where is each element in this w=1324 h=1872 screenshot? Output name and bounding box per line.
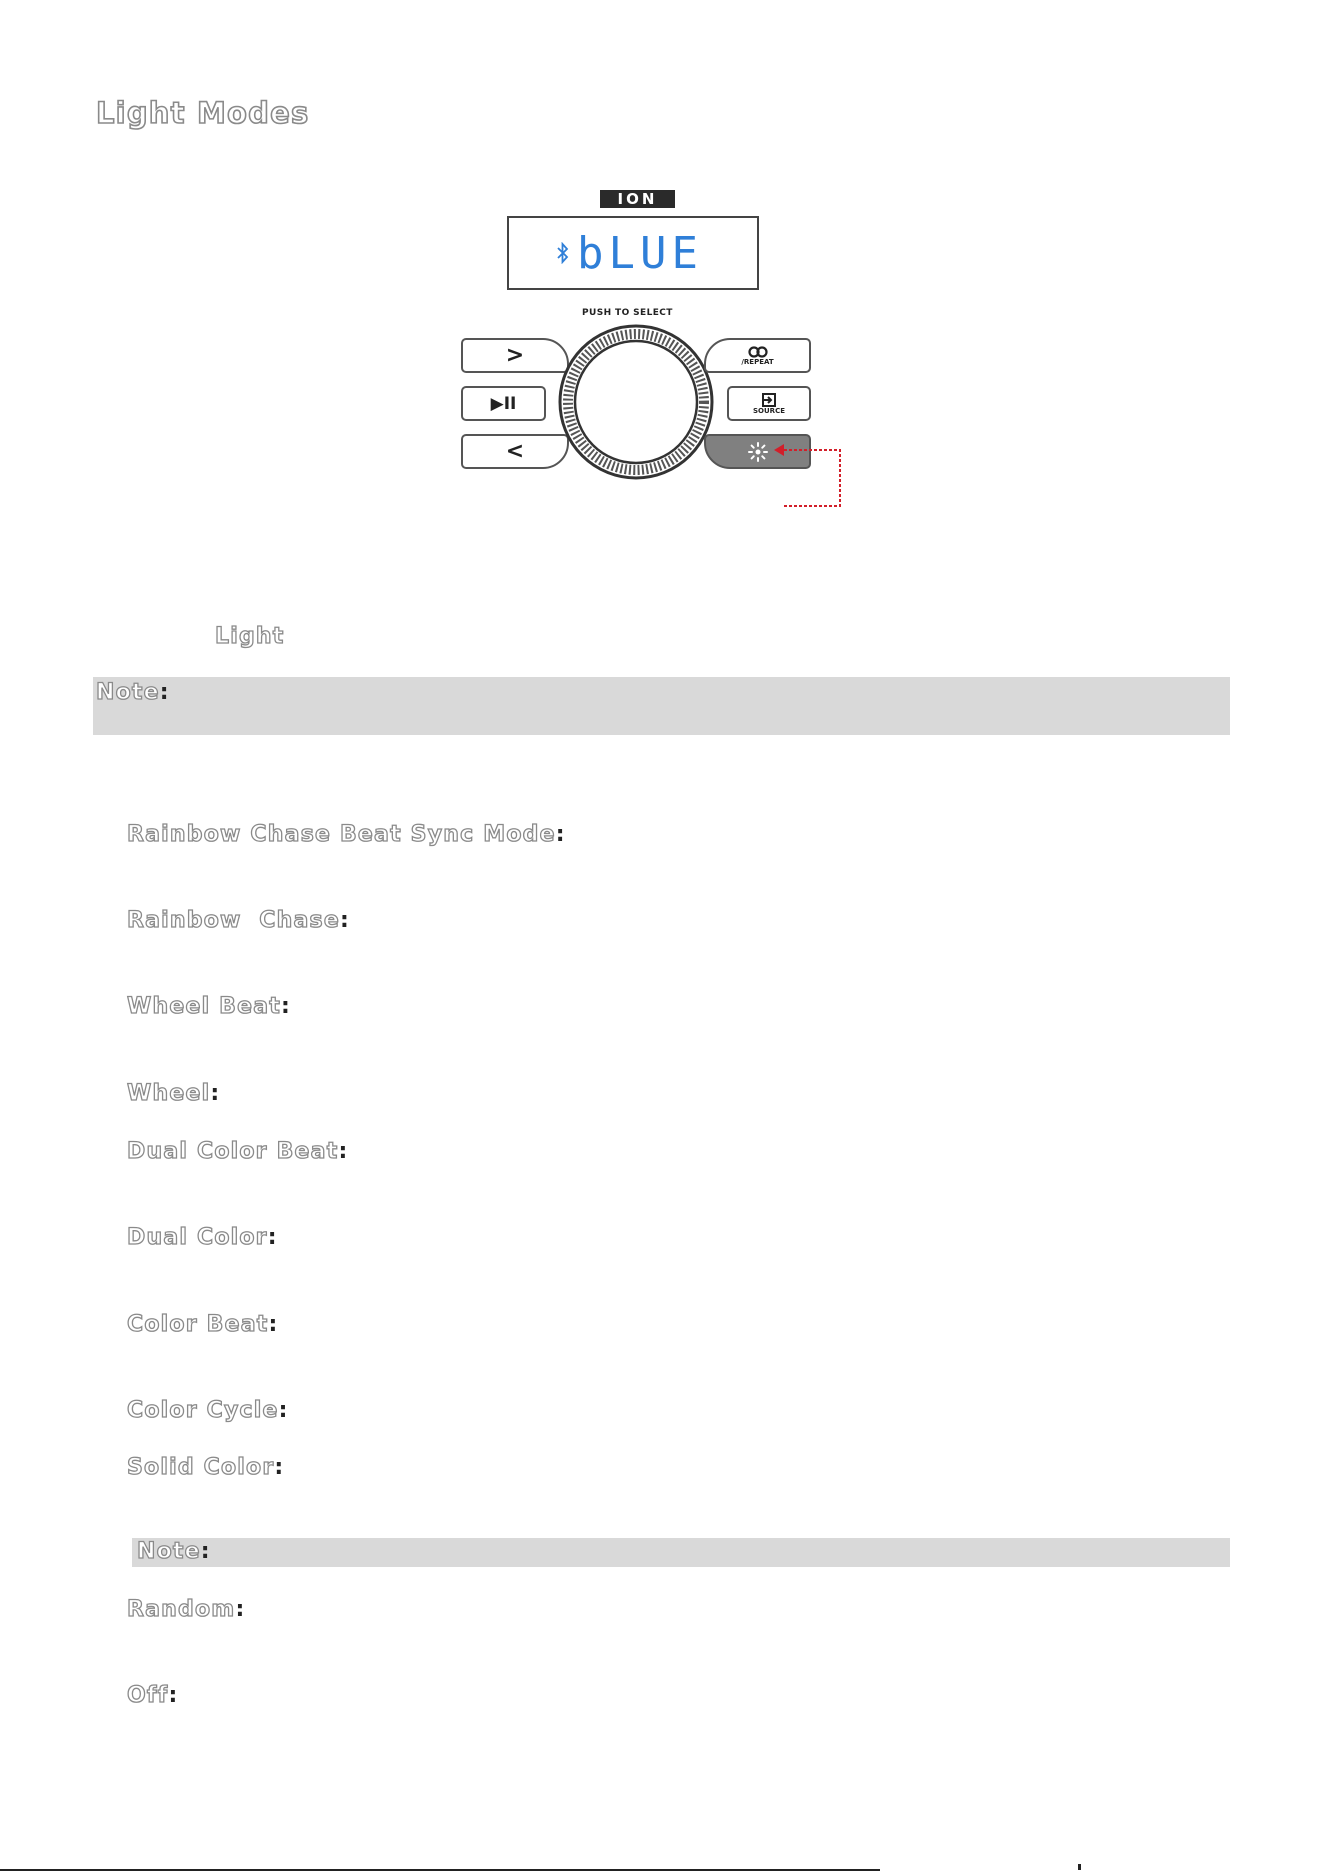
inner-note-label: Note [137, 1539, 201, 1564]
mode-item: Color Cycle: [127, 1398, 288, 1423]
push-to-select-label: PUSH TO SELECT [582, 308, 673, 318]
lcd-display [507, 216, 759, 290]
display-text: bLUE [577, 228, 703, 279]
source-label: SOURCE [753, 406, 785, 415]
footer-mark [1078, 1864, 1081, 1870]
mode-item: Off: [127, 1683, 178, 1708]
source-icon [762, 393, 776, 407]
repeat-icon [747, 346, 769, 358]
play-pause-label: ▶II [490, 393, 517, 414]
prev-button-label: < [505, 439, 525, 464]
brand-logo: ION [600, 190, 675, 208]
repeat-button[interactable] [704, 338, 811, 373]
mode-item: Color Beat: [127, 1312, 278, 1337]
source-button[interactable] [727, 386, 811, 421]
mode-item: Rainbow Chase: [127, 908, 349, 933]
play-pause-button[interactable] [461, 386, 546, 421]
volume-knob[interactable] [556, 322, 716, 482]
next-button[interactable] [461, 338, 569, 373]
note-label: Note [96, 680, 160, 705]
page-title: Light Modes [96, 96, 310, 130]
inner-note-box: Note: [132, 1538, 1230, 1567]
mode-item: Wheel Beat: [127, 994, 290, 1019]
mode-item: Dual Color Beat: [127, 1139, 348, 1164]
bluetooth-icon [557, 242, 569, 264]
repeat-label: /REPEAT [741, 357, 774, 366]
mode-item: Solid Color: [127, 1455, 284, 1480]
mode-item: Random: [127, 1597, 245, 1622]
callout-arrow-icon [770, 438, 850, 508]
mode-item: Dual Color: [127, 1225, 277, 1250]
intro-heading: Light [215, 624, 285, 649]
footer-rule [0, 1869, 880, 1871]
mode-item: Rainbow Chase Beat Sync Mode: [127, 822, 565, 847]
note-box: Note: [93, 677, 1230, 735]
mode-item: Wheel: [127, 1081, 220, 1106]
light-icon [747, 441, 769, 463]
prev-button[interactable] [461, 434, 569, 469]
next-button-label: > [505, 343, 525, 368]
